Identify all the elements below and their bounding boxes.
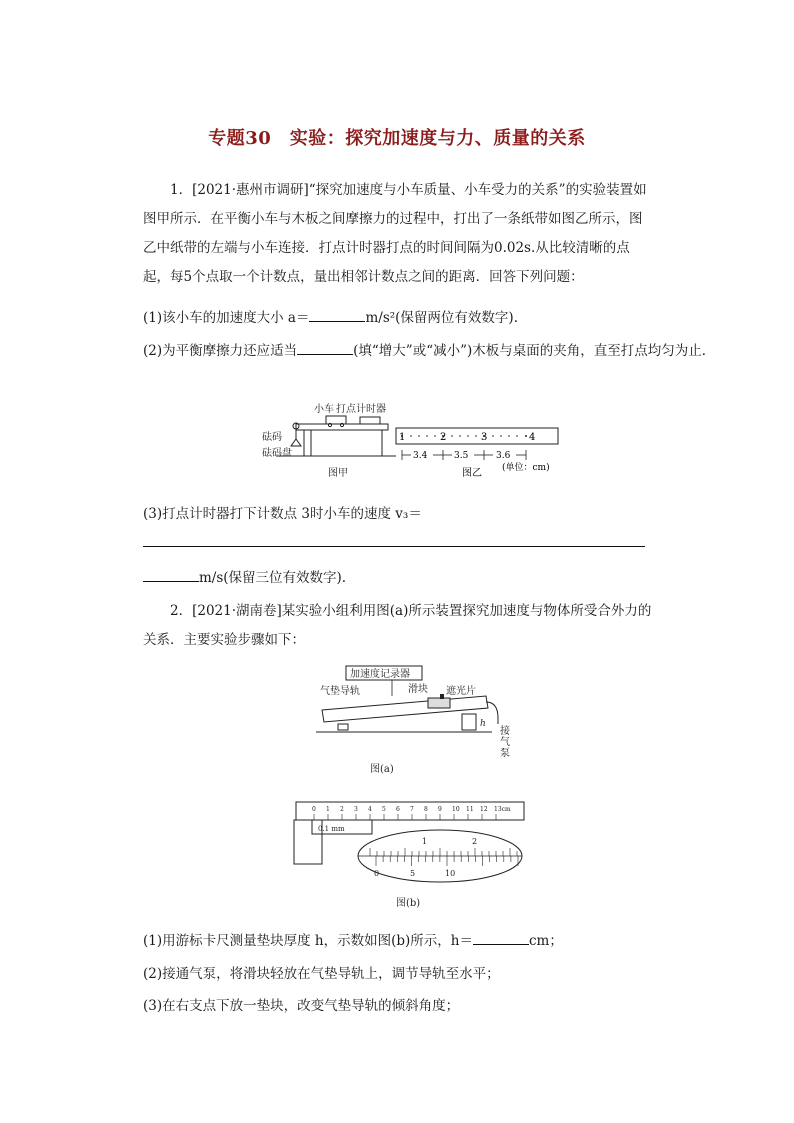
label-recorder: 加速度记录器	[350, 669, 410, 680]
q1-sub1-suffix: m/s²(保留两位有效数字).	[365, 310, 518, 326]
main-scale-number: 3	[354, 806, 358, 813]
main-scale-number: 4	[368, 806, 372, 813]
tape-dot	[467, 435, 469, 437]
count-point-2: 2	[440, 432, 447, 443]
timer-device	[360, 417, 380, 424]
q1-sub2	[143, 339, 715, 359]
caption-b: 图(b)	[396, 898, 421, 909]
main-scale-number: 12	[480, 806, 488, 813]
label-slider: 滑块	[408, 684, 428, 695]
tape-dot	[451, 435, 453, 437]
answer-blank-h[interactable]	[473, 932, 529, 945]
main-scale-number: 10	[452, 806, 460, 813]
vernier-label: 0.1 mm	[318, 825, 345, 833]
figure-a	[316, 662, 516, 776]
figure-jia-apparatus	[276, 416, 396, 456]
main-scale-number: 5	[382, 806, 386, 813]
label-tray: 砝码盘	[262, 448, 292, 459]
caption-a: 图(a)	[370, 764, 394, 775]
q2-step3: (3)在右支点下放一垫块，改变气垫导轨的倾斜角度；	[143, 998, 460, 1014]
q1-sub3: (3)打点计时器打下计数点 3时小车的速度 v₃＝	[143, 506, 422, 522]
distance-3-4: 3.6	[496, 451, 511, 461]
cart-wheel	[340, 423, 343, 426]
tape-dot	[525, 435, 527, 437]
q1-sub1-prefix: (1)该小车的加速度大小 a＝	[143, 310, 310, 326]
support-left	[338, 724, 348, 730]
label-shade: 遮光片	[446, 686, 476, 697]
page-title: 专题30 实验：探究加速度与力、质量的关系	[208, 128, 586, 149]
q1-sub3-unit: m/s(保留三位有效数字).	[199, 570, 347, 586]
q1-sub2-prefix: (2)为平衡摩擦力还应适当	[143, 343, 298, 359]
figure-yi-tape	[396, 428, 558, 479]
q2-intro: 2．[2021·湖南卷]某实验小组利用图(a)所示装置探究加速度与物体所受合外力的关系．主要实验步骤如下：	[143, 603, 652, 648]
main-scale-number: 2	[340, 806, 344, 813]
tape-dot	[426, 435, 428, 437]
q2-step1-prefix: (1)用游标卡尺测量垫块厚度 h，示数如图(b)所示，h＝	[143, 933, 473, 949]
tape-dot	[410, 435, 412, 437]
count-point-1: 1	[399, 432, 406, 443]
q2-step1	[143, 929, 563, 949]
q1-sub2-suffix: (填“增大”或“减小”)木板与桌面的夹角，直至打点均匀为止．	[353, 343, 716, 359]
q1-sub1	[143, 306, 518, 326]
q2-step1-suffix: cm；	[528, 933, 563, 949]
tape-dot	[434, 435, 436, 437]
shade-plate	[440, 694, 444, 699]
slider-block	[428, 698, 450, 708]
zoom-vernier-5: 5	[410, 869, 416, 878]
cart	[326, 416, 346, 424]
q2-step2: (2)接通气泵，将滑块轻放在气垫导轨上，调节导轨至水平；	[143, 966, 500, 982]
q1-sub3-tail	[143, 566, 346, 586]
main-scale-number: 11	[466, 806, 474, 813]
q1-intro: 1．[2021·惠州市调研]“探究加速度与小车质量、小车受力的关系”的实验装置如图甲所示．在平衡小车与木板之间摩擦力的过程中，打出了一条纸带如图乙所示，图乙中纸带的左端与小车连接．打点计时器打点的时间间隔为0.02s.从比较清晰的点起，每5个点取一个计数点，量出相邻计数点之间的距离．回答下列问题：	[143, 182, 647, 285]
figure-b	[290, 796, 530, 910]
main-scale-number: 13cm	[494, 806, 511, 813]
distance-1-2: 3.4	[413, 451, 428, 461]
main-scale-number: 7	[410, 806, 414, 813]
main-scale-number: 0	[312, 806, 316, 813]
answer-line-v3[interactable]	[143, 546, 645, 547]
label-pump-1: 接	[500, 726, 510, 737]
zoom-main-2: 2	[472, 837, 478, 846]
tape-dot	[500, 435, 502, 437]
main-scale-number: 8	[424, 806, 428, 813]
tape-unit: (单位：cm)	[502, 463, 550, 473]
label-weight: 砝码	[262, 432, 282, 443]
tape-dot	[516, 435, 518, 437]
tape-dot	[459, 435, 461, 437]
tape-dot	[475, 435, 477, 437]
count-point-4: 4	[529, 432, 536, 443]
q1-figures	[256, 398, 566, 482]
tape-dot	[508, 435, 510, 437]
caption-jia: 图甲	[328, 468, 348, 479]
label-pump-3: 泵	[500, 748, 510, 759]
cart-wheel	[328, 423, 331, 426]
label-h: h	[480, 719, 486, 729]
distance-2-3: 3.5	[454, 451, 469, 461]
tape-dots	[401, 435, 527, 437]
main-scale-ticks	[312, 806, 511, 820]
tape-dot	[418, 435, 420, 437]
air-track	[322, 696, 488, 722]
main-scale-number: 1	[326, 806, 330, 813]
main-scale-number: 9	[438, 806, 442, 813]
answer-blank-v3[interactable]	[143, 569, 199, 582]
zoom-vernier-10: 10	[445, 869, 456, 878]
caption-yi: 图乙	[462, 468, 482, 479]
weight-tray	[291, 439, 301, 446]
label-track: 气垫导轨	[320, 686, 360, 697]
main-scale-number: 6	[396, 806, 400, 813]
tape-dot	[492, 435, 494, 437]
answer-blank-angle[interactable]	[297, 342, 353, 355]
count-point-3: 3	[481, 432, 488, 443]
zoom-vernier-0: 0	[374, 869, 380, 878]
label-car: 小车	[314, 404, 334, 415]
answer-blank-a[interactable]	[309, 309, 365, 322]
zoom-main-1: 1	[422, 837, 428, 846]
label-timer: 打点计时器	[336, 404, 386, 415]
label-pump-2: 气	[500, 737, 510, 748]
support-right	[462, 714, 476, 730]
